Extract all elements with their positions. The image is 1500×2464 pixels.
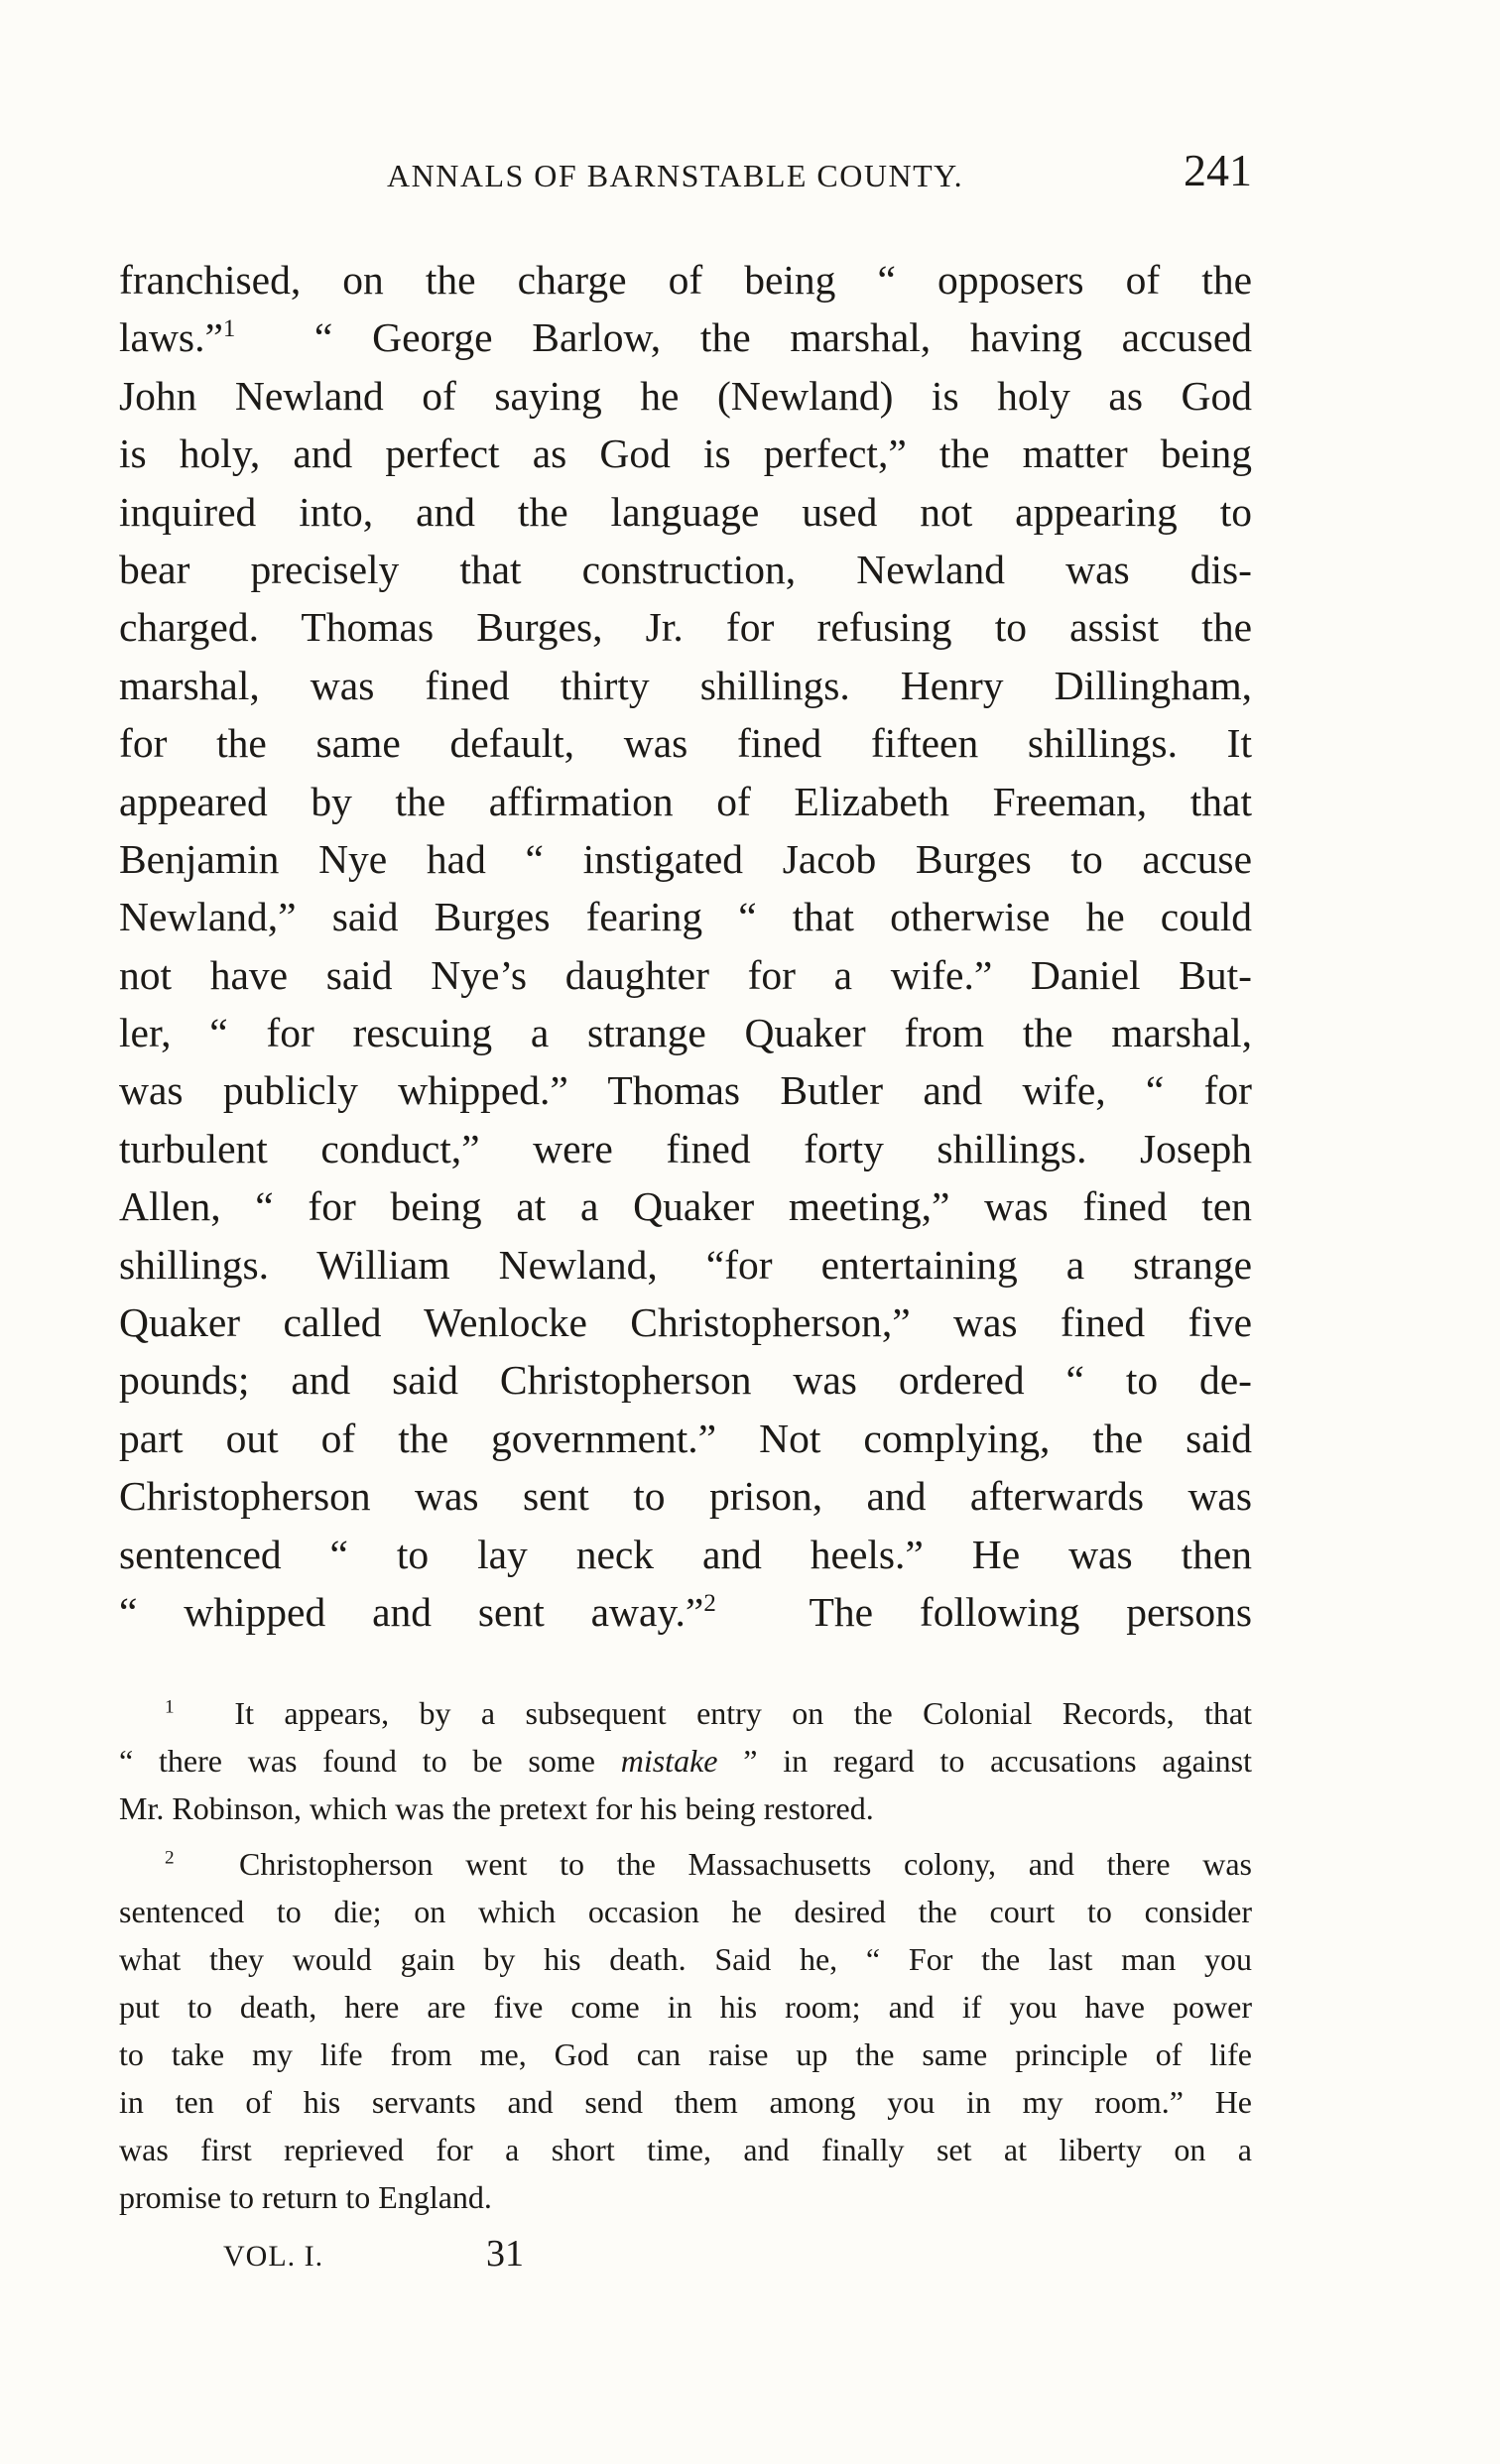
footnote-line: to take my life from me, God can raise up the same principle of life — [119, 2036, 1252, 2072]
footnote-line: sentenced to die; on which occasion he desired the court to consider — [119, 1894, 1252, 1929]
body-text — [119, 251, 1252, 1641]
text-line: bear precisely that construction, Newland was dis- — [119, 546, 1252, 592]
text-line: for the same default, was fined fifteen shillings. It — [119, 720, 1252, 767]
footnote-line: in ten of his servants and send them among you in my room.” He — [119, 2084, 1252, 2120]
text-line: Newland,” said Burges fearing “ that otherwise he could — [119, 894, 1252, 940]
text-line: not have said Nye’s daughter for a wife.” Daniel But- — [119, 951, 1252, 998]
volume-label: VOL. I. — [223, 2240, 324, 2273]
text-line: laws.”$^1$ “ George Barlow, the marshal, having accused — [119, 314, 1253, 361]
text-line: Benjamin Nye had “ instigated Jacob Burges to accuse — [119, 835, 1252, 882]
footnote-line: $^1$ It appears, by a subsequent entry on the Colonial Records, that — [165, 1695, 1253, 1731]
text-line: is holy, and perfect as God is perfect,” the matter being — [119, 431, 1252, 477]
text-line: Allen, “ for being at a Quaker meeting,” was fined ten — [119, 1183, 1252, 1230]
text-line: appeared by the affirmation of Elizabeth Freeman, that — [119, 778, 1252, 824]
footnote-marker: 1 — [165, 1696, 175, 1718]
signature-number: 31 — [486, 2233, 524, 2275]
footnote-line: promise to return to England. — [119, 2179, 492, 2215]
text-line: inquired into, and the language used not appearing to — [119, 488, 1252, 535]
footnote-marker: 2 — [165, 1847, 175, 1869]
running-head: ANNALS OF BARNSTABLE COUNTY. — [387, 158, 964, 193]
text-line: was publicly whipped.” Thomas Butler and wife, “ for — [119, 1067, 1252, 1114]
footnotes — [119, 1689, 1252, 2221]
footnote-line: what they would gain by his death. Said he, “ For the last man you — [119, 1941, 1252, 1977]
footnote-line: Mr. Robinson, which was the pretext for his being restored. — [119, 1790, 874, 1826]
text-line: Christopherson was sent to prison, and afterwards was — [119, 1473, 1252, 1520]
text-line: part out of the government.” Not complying, the said — [119, 1415, 1252, 1461]
text-line: John Newland of saying he (Newland) is holy as God — [119, 372, 1252, 419]
footnote-2 — [119, 1840, 1252, 2221]
page-number: 241 — [1184, 145, 1252, 195]
emphasis-text: mistake — [620, 1743, 718, 1779]
text-line: charged. Thomas Burges, Jr. for refusing to assist the — [119, 604, 1252, 651]
text-line: ler, “ for rescuing a strange Quaker from the marshal, — [119, 1010, 1252, 1056]
text-line: pounds; and said Christopherson was ordered “ to de- — [119, 1357, 1252, 1404]
text-line: “ whipped and sent away.”$^2$ The following persons — [119, 1588, 1252, 1635]
text-line: turbulent conduct,” were fined forty shillings. Joseph — [119, 1125, 1252, 1171]
page-header — [119, 144, 1252, 203]
footnote-line: “ there was found to be some mistake ” in regard to accusations against — [119, 1743, 1253, 1779]
footnote-ref-2: 2 — [703, 1590, 716, 1618]
footnote-line: put to death, here are five come in his room; and if you have power — [119, 1989, 1252, 2025]
footnote-line: was first reprieved for a short time, and finally set at liberty on a — [119, 2132, 1252, 2167]
text-line: sentenced “ to lay neck and heels.” He was then — [119, 1531, 1252, 1577]
text-line: Quaker called Wenlocke Christopherson,” was fined five — [119, 1299, 1252, 1346]
footnote-ref-1: 1 — [222, 315, 236, 343]
text-line: shillings. William Newland, “for entertaining a strange — [119, 1241, 1252, 1288]
printer-signature — [223, 2232, 620, 2281]
text-line: franchised, on the charge of being “ opposers of the — [119, 257, 1252, 303]
text-line: marshal, was fined thirty shillings. Henry Dillingham, — [119, 662, 1252, 708]
footnote-1 — [119, 1689, 1252, 1832]
footnote-line: $^2$ Christopherson went to the Massachusetts colony, and there was — [165, 1846, 1252, 1882]
